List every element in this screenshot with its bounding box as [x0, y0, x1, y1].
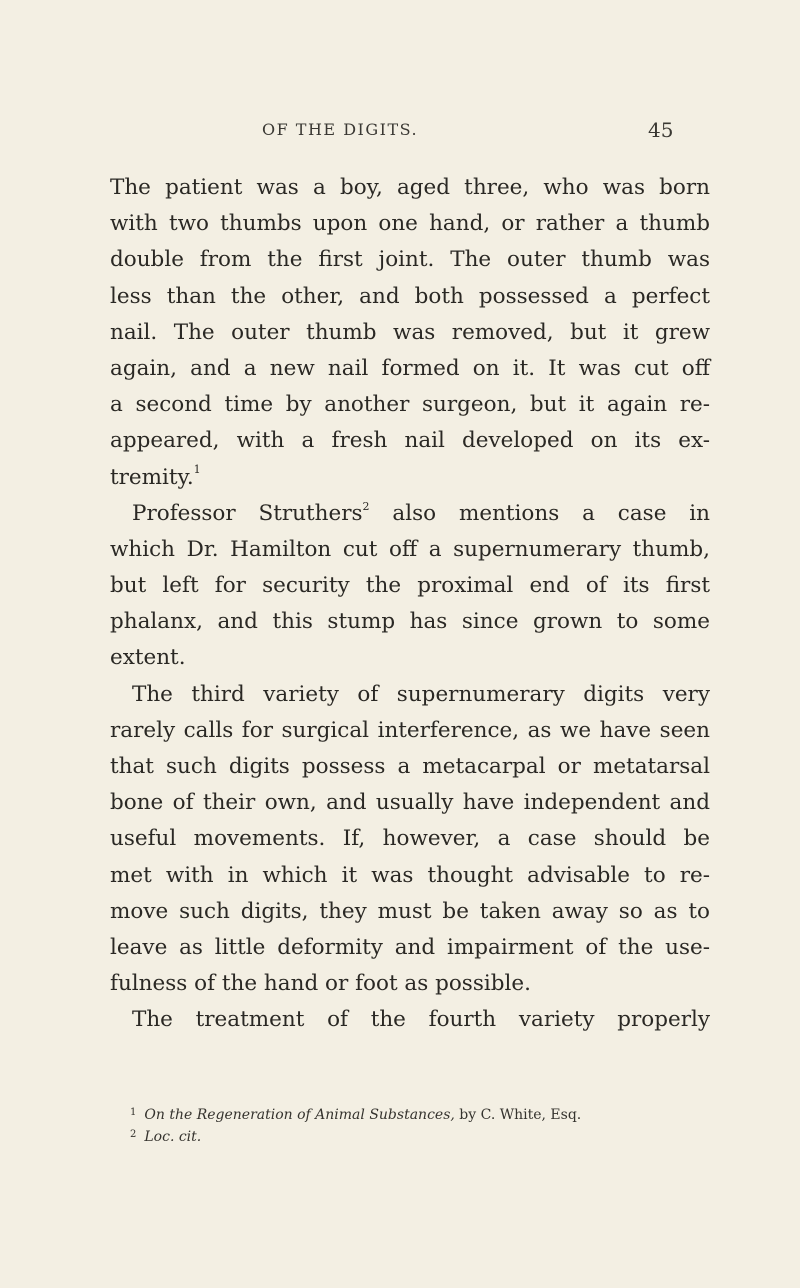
text-line: appeared, with a fresh nail developed on its ex-: [110, 428, 710, 454]
text-line: phalanx, and this stump has since grown to some: [110, 609, 710, 635]
footnotes: [130, 1105, 710, 1149]
text-line: The third variety of supernumerary digits very: [132, 681, 710, 707]
page-number: 45: [648, 118, 674, 142]
footnote-1: [130, 1105, 710, 1127]
running-head: OF THE DIGITS.: [262, 120, 419, 139]
text-line: move such digits, they must be taken away so as to: [110, 898, 710, 924]
footnote-ref-1: 1: [193, 463, 201, 477]
footnote-text: by C. White, Esq.: [459, 1107, 582, 1123]
body-text: [110, 170, 710, 1039]
text-line: with two thumbs upon one hand, or rather a thumb: [110, 211, 710, 237]
text-line: [110, 496, 710, 532]
text-line: The treatment of the fourth variety properly: [132, 1007, 710, 1033]
page-header: [0, 120, 800, 150]
text-line: rarely calls for surgical interference, as we have seen: [110, 717, 710, 743]
text-line: double from the first joint. The outer thumb was: [110, 247, 710, 273]
text-line: nail. The outer thumb was removed, but it grew: [110, 319, 710, 345]
footnote-mark: 2: [130, 1129, 137, 1140]
text-line: which Dr. Hamilton cut off a supernumerary thumb,: [110, 536, 710, 562]
text-fragment: Professor Struthers: [132, 500, 363, 526]
footnote-ref-2: 2: [362, 499, 370, 513]
footnote-title: Loc. cit.: [144, 1129, 202, 1145]
text-line: extent.: [110, 645, 186, 671]
text-line: that such digits possess a metacarpal or metatarsal: [110, 754, 710, 779]
text-line: The patient was a boy, aged three, who was born: [110, 175, 710, 200]
text-line: less than the other, and both possessed a perfect: [110, 283, 710, 309]
text-line: bone of their own, and usually have independent and: [110, 790, 710, 816]
footnote-title: On the Regeneration of Animal Substances,: [144, 1107, 455, 1123]
text-line: met with in which it was thought advisable to re-: [110, 862, 710, 888]
text-line: a second time by another surgeon, but it again re-: [110, 392, 710, 418]
text-line: useful movements. If, however, a case should be: [110, 826, 710, 852]
text-line: fulness of the hand or foot as possible.: [110, 971, 531, 997]
text-line: leave as little deformity and impairment of the use-: [110, 934, 710, 960]
footnote-mark: 1: [130, 1107, 137, 1118]
text-fragment: also mentions a case in: [392, 500, 711, 526]
text-line: but left for security the proximal end of its first: [110, 573, 710, 599]
footnote-2: [130, 1127, 710, 1149]
text-line: again, and a new nail formed on it. It was cut off: [110, 355, 710, 381]
text-fragment: tremity.: [110, 464, 194, 490]
text-line: [110, 460, 710, 496]
